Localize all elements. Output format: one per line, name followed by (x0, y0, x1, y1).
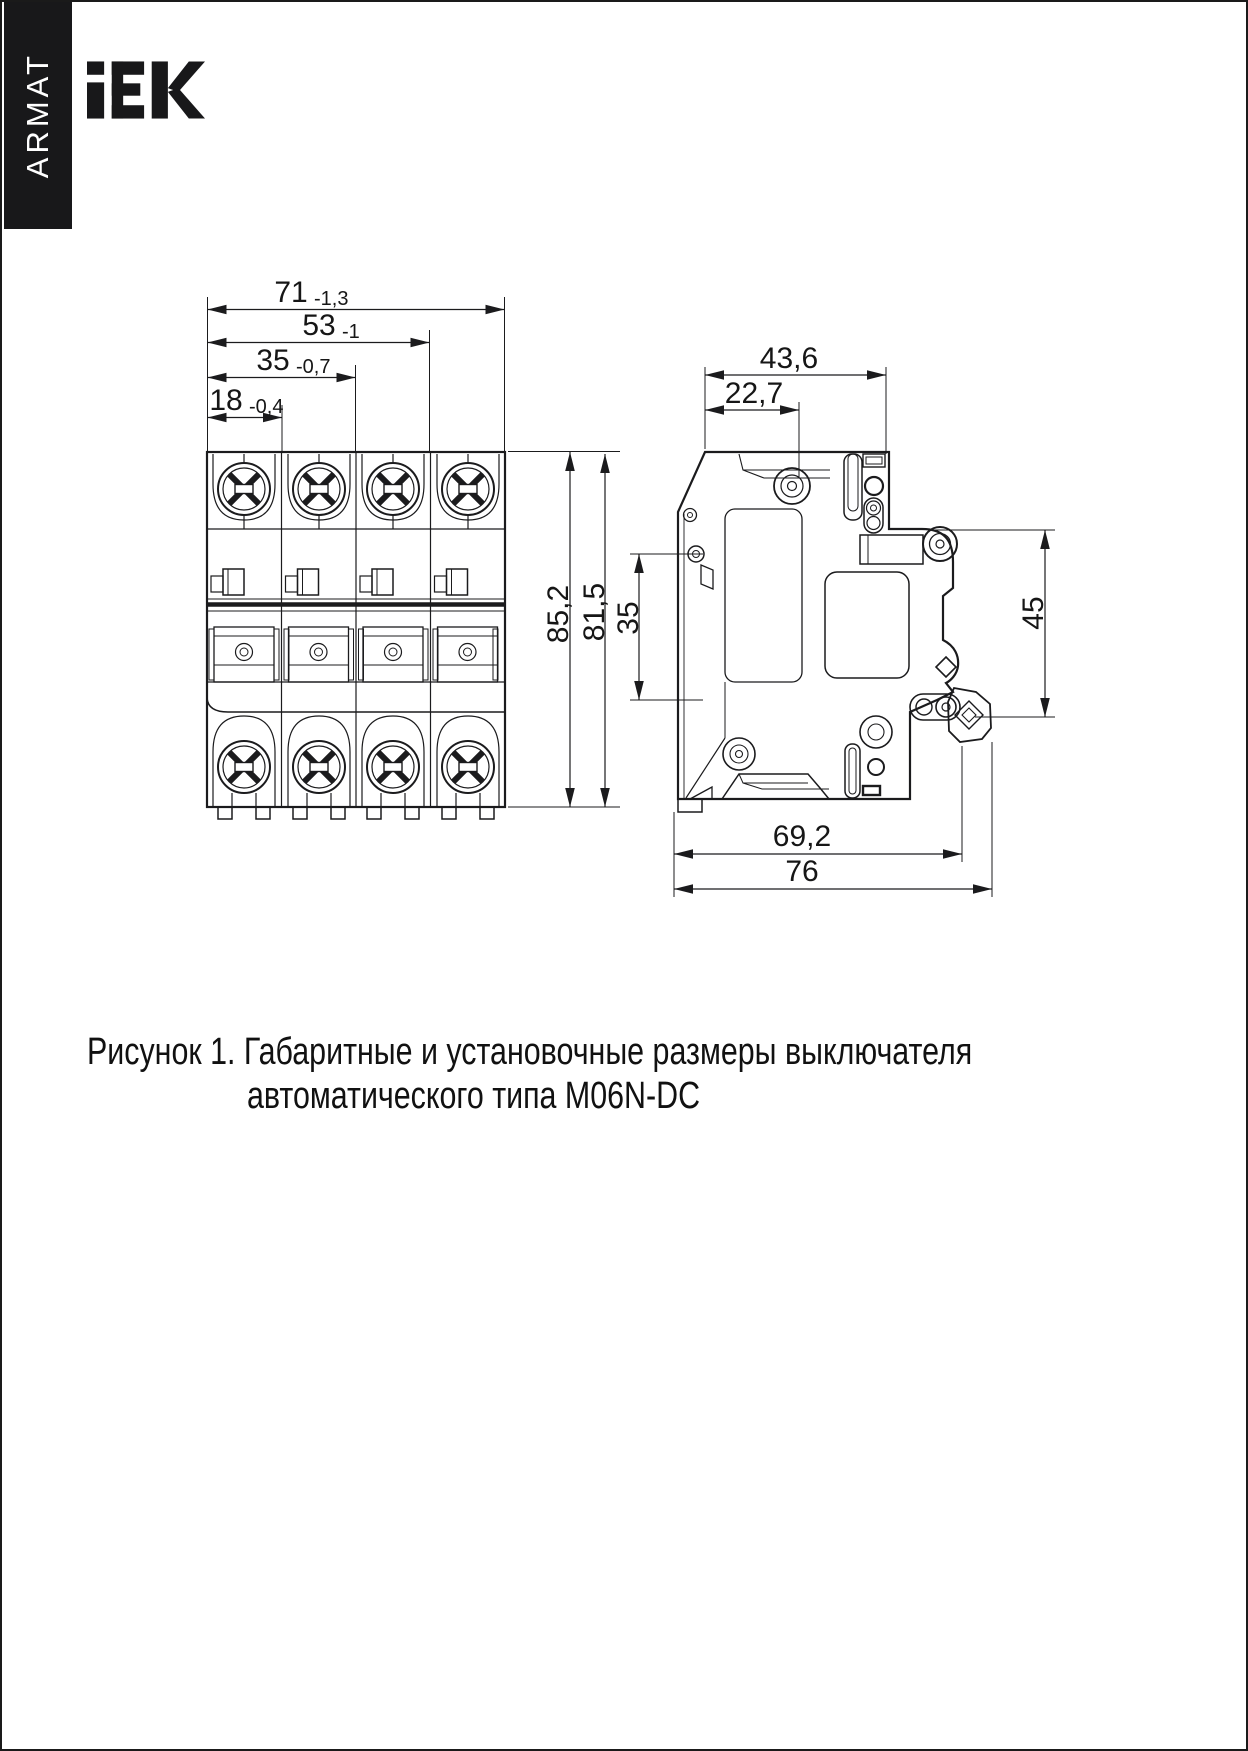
dim-height-claw: 35 (611, 601, 645, 635)
dim-width-2pole: 35 (256, 344, 290, 377)
side-view-drawing (678, 452, 991, 812)
base-details (722, 716, 892, 799)
dim-height-total: 85,2 (541, 584, 575, 644)
front-view-drawing (207, 452, 505, 819)
dimension-annotations (208, 276, 1056, 897)
din-latch (910, 657, 991, 742)
dim-depth-terminal: 22,7 (724, 377, 784, 410)
figure-caption-line2: автоматического типа M06N-DC (247, 1075, 701, 1117)
figure-caption (87, 1030, 973, 1118)
dim-height-body: 81,5 (577, 582, 611, 642)
dim-width-1pole: 18 (209, 384, 243, 417)
dim-width-2pole-tolerance: -0,7 (296, 356, 331, 378)
dim-width-3pole-tolerance: -1 (342, 321, 360, 343)
armat-banner-label: ARMAT (20, 52, 55, 179)
dimension-drawing (2, 2, 1248, 1751)
bottom-tabs (218, 807, 494, 819)
dim-height-din: 45 (1016, 596, 1050, 630)
dim-depth-max: 76 (785, 855, 819, 888)
dim-depth-mounted: 69,2 (772, 820, 832, 853)
dim-depth-top: 43,6 (759, 342, 819, 375)
toggle-handles (211, 569, 468, 595)
figure-caption-line1: Рисунок 1. Габаритные и установочные размеры выключателя (87, 1031, 973, 1073)
dim-width-1pole-tolerance: -0,4 (249, 396, 284, 418)
dim-width-total-tolerance: -1,3 (314, 288, 349, 310)
dim-width-3pole: 53 (302, 309, 336, 342)
dim-width-total: 71 (274, 276, 308, 309)
label-windows (209, 627, 498, 682)
